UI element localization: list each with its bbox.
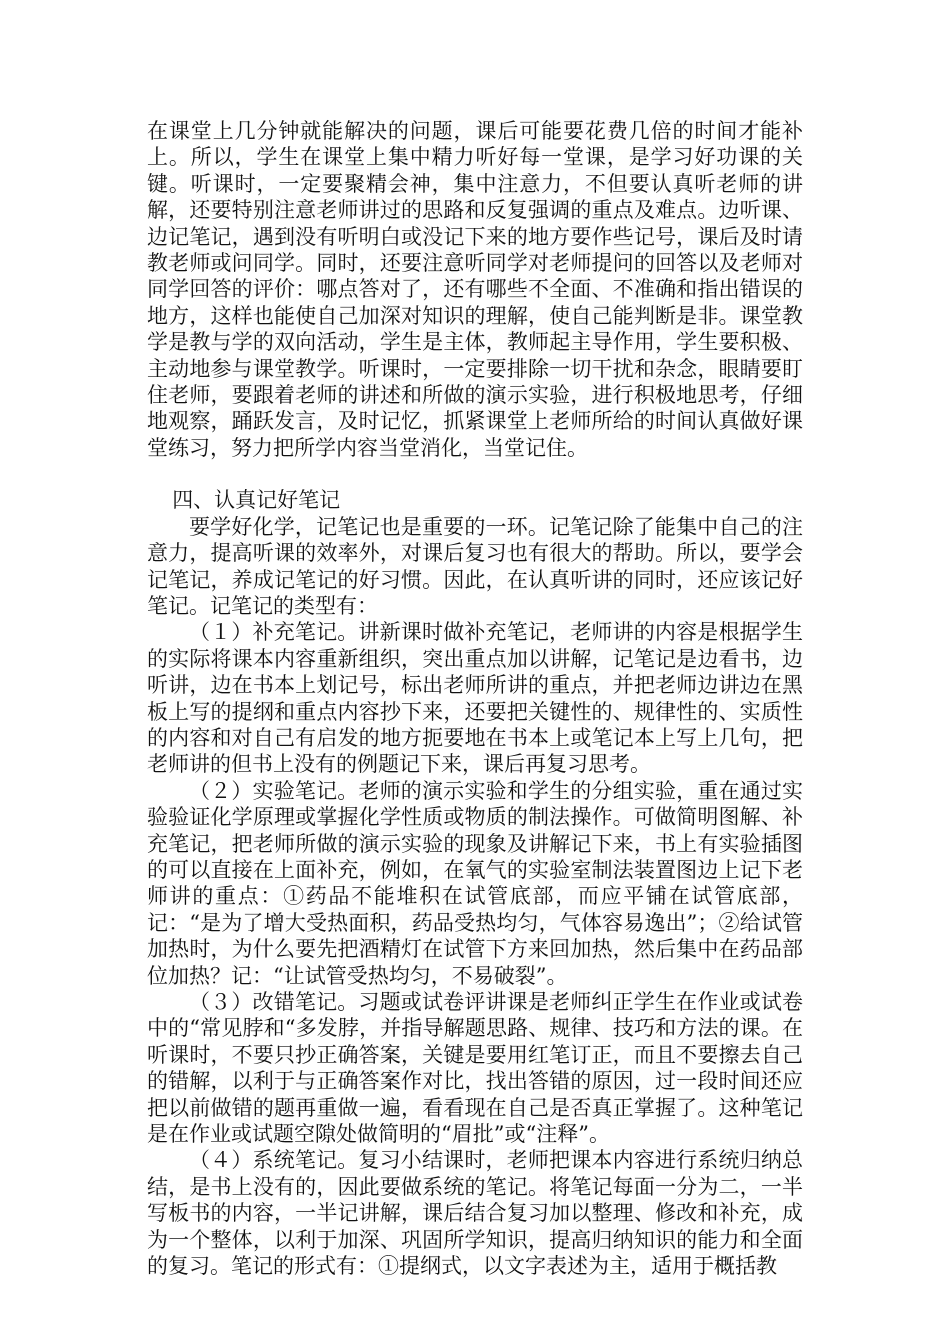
paragraph-correction-notes: （３）改错笔记。习题或试卷评讲课是老师纠正学生在作业或试卷中的“常见脖和“多发脖，并指导解题思路、规律、技巧和方法的课。在听课时，不要只抄正确答案，关键是要用红笔订正，而且不要擦去自己的错解，以利于与正确答案作对比，找出答错的原因，过一段时间还应把以前做错的题再重做一遍，看看现在自己是否真正掌握了。这种笔记是在作业或试题空隙处做简明的“眉批”或“注释”。 bbox=[147, 990, 803, 1147]
section-heading-notes: 四、认真记好笔记 bbox=[172, 488, 341, 513]
paragraph-classroom-listening: 在课堂上几分钟就能解决的问题，课后可能要花费几倍的时间才能补上。所以，学生在课堂上集中精力听好每一堂课，是学习好功课的关键。听课时，一定要聚精会神，集中注意力，不但要认真听老师的讲解，还要特别注意老师讲过的思路和反复强调的重点及难点。边听课、边记笔记，遇到没有听明白或没记下来的地方要作些记号，课后及时请教老师或问同学。同时，还要注意听同学对老师提问的回答以及老师对同学回答的评价：哪点答对了，还有哪些不全面、不准确和指出错误的地方，这样也能使自己加深对知识的理解，使自己能判断是非。课堂教学是教与学的双向活动，学生是主体，教师起主导作用，学生要积极、主动地参与课堂教学。听课时，一定要排除一切干扰和杂念，眼睛要盯住老师，要跟着老师的讲述和所做的演示实验，进行积极地思考，仔细地观察，踊跃发言，及时记忆，抓紧课堂上老师所给的时间认真做好课堂练习，努力把所学内容当堂消化，当堂记住。 bbox=[147, 119, 803, 460]
document-page bbox=[147, 118, 803, 1279]
paragraph-experiment-notes: （２）实验笔记。老师的演示实验和学生的分组实验，重在通过实验验证化学原理或掌握化学性质或物质的制法操作。可做简明图解、补充笔记，把老师所做的演示实验的现象及讲解记下来，书上有实验插图的可以直接在上面补充，例如，在氧气的实验室制法装置图边上记下老师讲的重点：①药品不能堆积在试管底部，而应平铺在试管底部，记：“是为了增大受热面积，药品受热均匀，气体容易逸出”；②给试管加热时，为什么要先把酒精灯在试管下方来回加热，然后集中在药品部位加热？记：“让试管受热均匀，不易破裂”。 bbox=[147, 778, 803, 988]
paragraph-supplementary-notes: （１）补充笔记。讲新课时做补充笔记，老师讲的内容是根据学生的实际将课本内容重新组织，突出重点加以讲解，记笔记是边看书，边听讲，边在书本上划记号，标出老师所讲的重点，并把老师边讲边在黑板上写的提纲和重点内容抄下来，还要把关键性的、规律性的、实质性的内容和对自己有启发的地方扼要地在书本上或笔记本上写上几句，把老师讲的但书上没有的例题记下来，课后再复习思考。 bbox=[147, 620, 803, 777]
paragraph-notes-intro: 要学好化学，记笔记也是重要的一环。记笔记除了能集中自己的注意力，提高听课的效率外，对课后复习也有很大的帮助。所以，要学会记笔记，养成记笔记的好习惯。因此，在认真听讲的同时，还应该记好笔记。记笔记的类型有： bbox=[147, 514, 803, 618]
paragraph-systematic-notes: （４）系统笔记。复习小结课时，老师把课本内容进行系统归纳总结，是书上没有的，因此要做系统的笔记。将笔记每面一分为二，一半写板书的内容，一半记讲解，课后结合复习加以整理、修改和补充，成为一个整体，以利于加深、巩固所学知识，提高归纳知识的能力和全面的复习。笔记的形式有：①提纲式，以文字表述为主，适用于概括教 bbox=[147, 1148, 803, 1279]
